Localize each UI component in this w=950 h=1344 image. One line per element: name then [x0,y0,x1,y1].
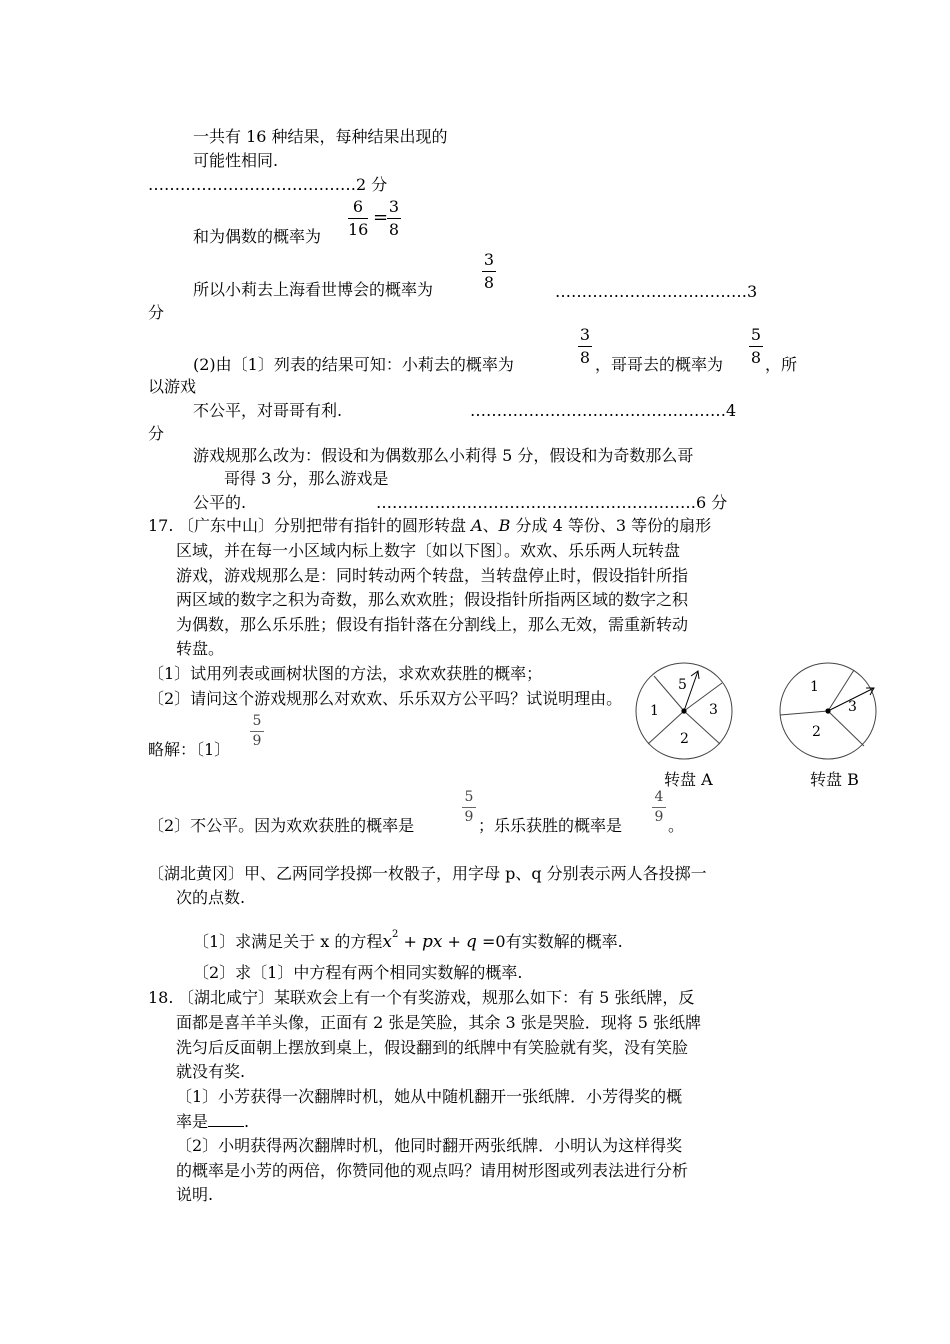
fraction: 6 16 [348,197,369,239]
sub-question: 〔2〕小明获得两次翻牌时机，他同时翻开两张纸牌．小明认为这样得奖 [176,1136,683,1155]
fraction: 5 9 [462,789,476,826]
text-line: (2)由〔1〕列表的结果可知：小莉去的概率为 [193,355,514,374]
score-dots: ………………………………3 [555,282,758,301]
fraction: 5 9 [250,713,264,750]
text-line: 公平的. [193,493,247,512]
sub-question: 〔1〕试用列表或画树状图的方法，求欢欢获胜的概率； [148,664,543,683]
text-line: 不公平，对哥哥有利. [193,401,343,420]
question-text: 为偶数，那么乐乐胜；假设有指针落在分割线上，那么无效，需重新转动 [176,615,689,634]
solution-text: 。 [668,816,685,835]
sub-question: 〔2〕求〔1〕中方程有两个相同实数解的概率. [193,963,523,982]
spinner-label: 1 [650,703,659,719]
question-text: 游戏，游戏规那么是：同时转动两个转盘，当转盘停止时，假设指针所指 [176,566,689,585]
spinner-caption: 转盘 B [810,770,859,788]
spinner-label: 2 [680,731,689,747]
sub-question: 率是 . [176,1112,250,1131]
text-line: ，哥哥去的概率为 [595,355,724,374]
fraction: 3 8 [388,197,400,239]
question-text: 两区域的数字之积为奇数，那么欢欢胜；假设指针所指两区域的数字之积 [176,590,689,609]
text-line: 以游戏 [148,377,197,396]
question-number: 17. [148,516,174,535]
text-line: 分 [148,424,165,443]
spinner-label: 2 [812,724,821,740]
text-line: 一共有 16 种结果，每种结果出现的 [193,127,448,146]
fraction: 3 8 [483,250,495,292]
text-line: 分 [148,303,165,322]
question-text: 转盘。 [176,639,225,658]
sub-question: 〔2〕请问这个游戏规那么对欢欢、乐乐双方公平吗？试说明理由。 [148,689,623,708]
question-text: 洗匀后反面朝上摆放到桌上，假设翻到的纸牌中有笑脸就有奖，没有笑脸 [176,1038,689,1057]
fraction: 3 8 [579,325,591,367]
question-text: 就没有奖. [176,1062,246,1081]
text-line: 所以小莉去上海看世博会的概率为 [193,280,434,299]
text-line: 游戏规那么改为：假设和为偶数那么小莉得 5 分，假设和为奇数那么哥 [193,446,694,465]
sub-question: 〔1〕小芳获得一次翻牌时机，她从中随机翻开一张纸牌．小芳得奖的概 [176,1087,683,1106]
spinner-label: 3 [848,699,857,715]
solution-text: ；乐乐获胜的概率是 [478,816,623,835]
question-text: 面都是喜羊羊头像，正面有 2 张是笑脸，其余 3 张是哭脸．现将 5 张纸牌 [176,1013,702,1032]
spinner-b [774,658,886,788]
spinner-a [630,658,740,788]
question-text: 区域，并在每一小区域内标上数字〔如以下图〕。欢欢、乐乐两人玩转盘 [176,541,681,560]
fraction: 5 8 [750,325,762,367]
equals-sign: = [373,207,389,228]
text-line: 哥得 3 分，那么游戏是 [224,469,389,488]
question-text: 〔广东中山〕分别把带有指针的圆形转盘 A、B 分成 4 等份、3 等份的扇形 [178,516,712,535]
question-text: 〔湖北黄冈〕甲、乙两同学投掷一枚骰子，用字母 p、q 分别表示两人各投掷一 [148,864,707,883]
sub-question: 〔1〕求满足关于 x 的方程$x^2$ + px + q =0有实数解的概率. [193,929,623,952]
score-dots: …………………………………2 分 [148,175,388,194]
score-dots: …………………………………………4 [470,401,737,420]
question-text: 次的点数. [176,888,246,907]
spinner-caption: 转盘 A [664,770,713,788]
text-line: ，所 [765,355,798,374]
question-number: 18. [148,988,174,1007]
sub-question: 的概率是小芳的两倍，你赞同他的观点吗？请用树形图或列表法进行分析 [176,1161,689,1180]
spinner-label: 1 [810,679,819,695]
solution-text: 〔2〕不公平。因为欢欢获胜的概率是 [148,816,415,835]
question-text: 〔湖北咸宁〕某联欢会上有一个有奖游戏，规那么如下：有 5 张纸牌，反 [178,988,695,1007]
text-line: 和为偶数的概率为 [193,227,322,246]
answer-blank [208,1112,244,1127]
sub-question: 说明. [176,1185,214,1204]
solution-text: 略解：〔1〕 [148,740,231,759]
fraction: 4 9 [652,789,666,826]
spinner-label: 5 [678,677,687,693]
score-dots: ……………………………………………………6 分 [376,493,728,512]
spinner-label: 3 [709,702,718,718]
text-line: 可能性相同. [193,151,279,170]
